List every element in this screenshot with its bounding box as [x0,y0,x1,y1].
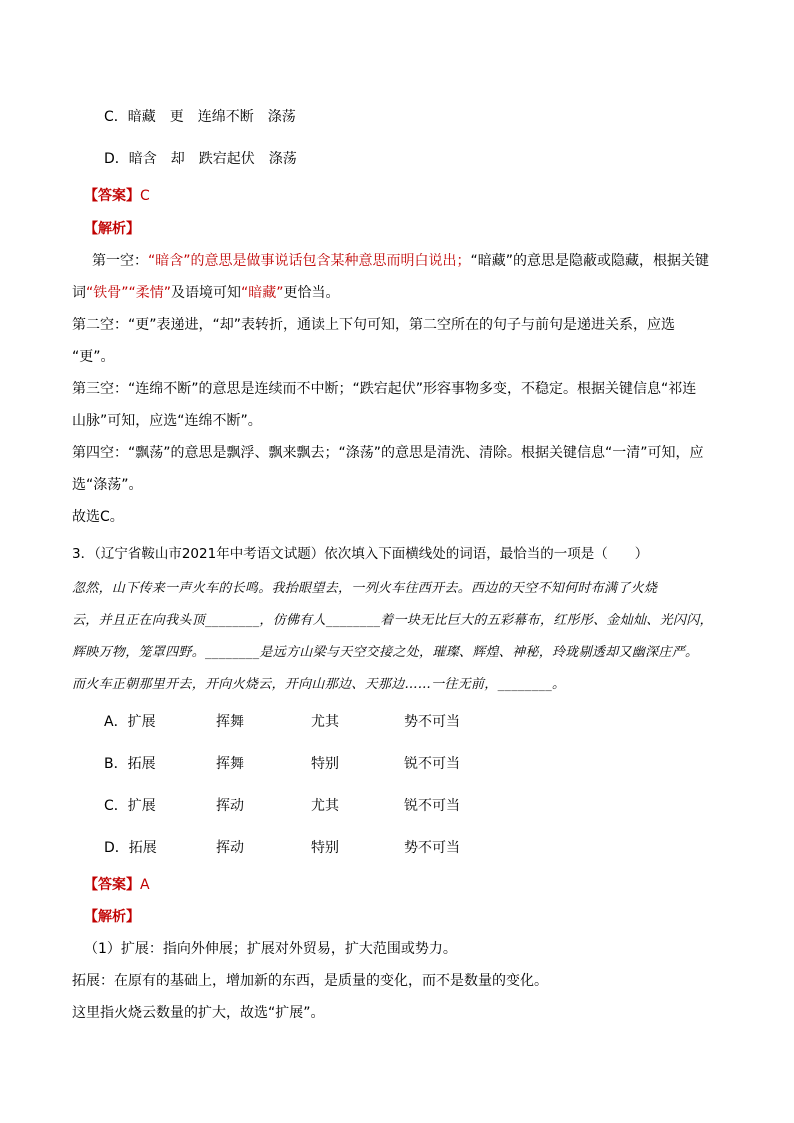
q3-option-d-word2: 挥动 [216,840,244,856]
q2-analysis-p2-line1: 第二空：“更”表递进，“却”表转折，通读上下句可知，第二空所在的句子与前句是递进关系，应选 [72,317,676,333]
p1-l2-e: 更恰当。 [283,285,340,301]
q2-answer-value: C [140,188,150,204]
q2-analysis-p2-line2: “更”。 [72,349,115,365]
q3-option-c-word3: 尤其 [311,798,339,814]
q3-option-a-word2: 挥舞 [216,714,244,730]
q3-option-d-word3: 特别 [311,840,339,856]
p1-part-b: “暗含”的意思是 [148,253,247,269]
q2-conclusion: 故选C。 [72,509,124,525]
q2-option-d: D．暗含 却 跌宕起伏 涤荡 [104,151,297,167]
q2-analysis-p1-line1 [92,252,709,270]
q3-passage-line2: 云，并且正在向我头顶________，仿佛有人________着一块无比巨大的五彩幕布，红彤彤、金灿灿、光闪闪， [72,613,713,628]
q3-option-b-word3: 特别 [311,756,339,772]
q3-option-d-word1: D．拓展 [104,840,157,856]
q3-answer-value: A [140,877,150,893]
q2-answer-label: 【答案】 [84,188,140,204]
p1-part-d: “暗藏”的意思是隐蔽或隐藏，根据关键 [470,253,710,269]
q2-analysis-p4-line2: 选“涤荡”。 [72,477,143,493]
q3-passage-line3: 辉映万物，笼罩四野。________是远方山梁与天空交接之处，璀璨、辉煌、神秘，玲珑剔透却又幽深庄严。 [72,645,699,660]
q3-answer [84,876,150,894]
q3-stem: 3．（辽宁省鞍山市2021年中考语文试题）依次填入下面横线处的词语，最恰当的一项是（ ） [72,546,649,562]
p1-part-c: 做事说话包含某种意思而明白说出； [246,253,471,269]
q2-analysis-label-text: 【解析】 [84,221,140,237]
p1-l2-a: 词 [72,285,86,301]
q2-option-c: C．暗藏 更 连绵不断 涤荡 [104,109,296,125]
p1-l2-c: 及语境可知 [171,285,242,301]
q3-option-c-word4: 锐不可当 [404,798,460,814]
q3-option-d-word4: 势不可当 [404,840,460,856]
q2-analysis-label [84,220,140,238]
q3-option-b-word4: 锐不可当 [404,756,460,772]
q3-option-c-word2: 挥动 [216,798,244,814]
q3-analysis-line2: 拓展：在原有的基础上，增加新的东西，是质量的变化，而不是数量的变化。 [72,973,548,989]
q3-analysis-line1: （1）扩展：指向外伸展；扩展对外贸易，扩大范围或势力。 [84,941,457,957]
q2-analysis-p1-line2 [72,284,340,302]
p1-l2-b: “铁骨”“柔情” [86,285,172,301]
q2-analysis-p3-line2: 山脉”可知，应选“连绵不断”。 [72,413,262,429]
q3-option-a-word3: 尤其 [311,714,339,730]
q2-answer [84,187,150,205]
q3-analysis-line3: 这里指火烧云数量的扩大，故选“扩展”。 [72,1005,325,1021]
q3-analysis-label [84,908,140,926]
q3-option-b-word1: B．拓展 [104,756,156,772]
q3-passage-line4: 而火车正朝那里开去，开向火烧云，开向山那边、天那边……一往无前，________。 [72,677,566,692]
q3-option-a-word1: A．扩展 [104,714,156,730]
q3-passage-line1: 忽然，山下传来一声火车的长鸣。我抬眼望去，一列火车往西开去。西边的天空不知何时布满了火烧 [72,581,658,596]
p1-l2-d: “暗藏” [241,285,284,301]
p1-part-a: 第一空： [92,253,148,269]
q3-option-b-word2: 挥舞 [216,756,244,772]
q3-answer-label: 【答案】 [84,877,140,893]
q2-analysis-p4-line1: 第四空：“飘荡”的意思是飘浮、飘来飘去；“涤荡”的意思是清洗、清除。根据关键信息“一清”可知，应 [72,445,704,461]
q2-analysis-p3-line1: 第三空：“连绵不断”的意思是连续而不中断；“跌宕起伏”形容事物多变，不稳定。根据关键信息“祁连 [72,381,697,397]
q3-option-c-word1: C．扩展 [104,798,156,814]
q3-option-a-word4: 势不可当 [404,714,460,730]
q3-analysis-label-text: 【解析】 [84,909,140,925]
